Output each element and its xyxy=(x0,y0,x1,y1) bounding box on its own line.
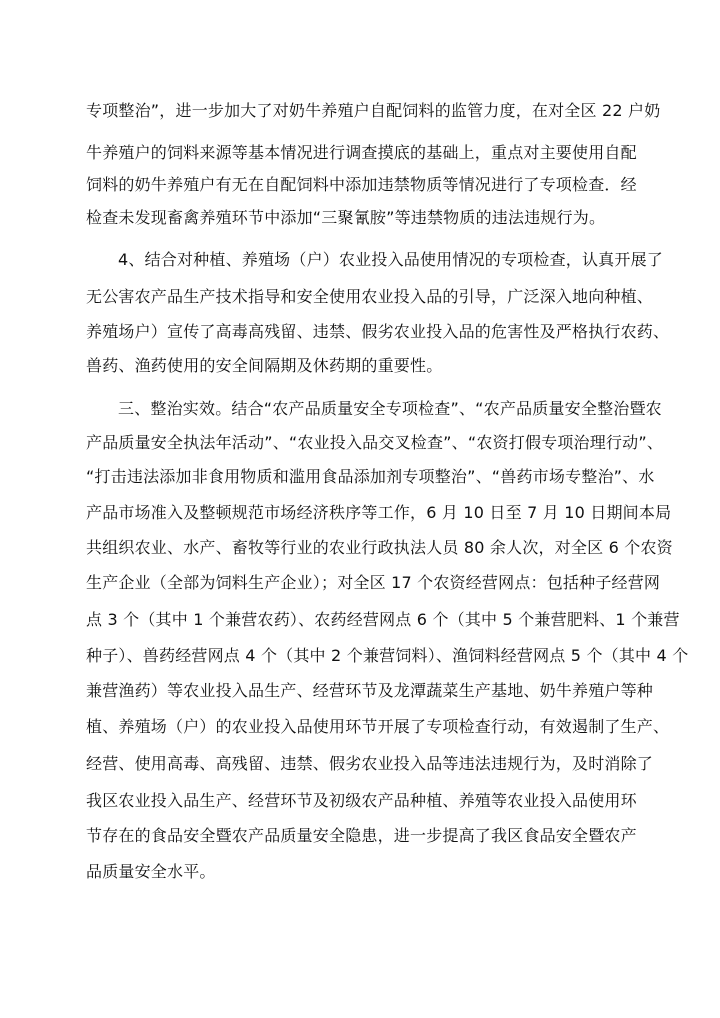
text-line-17: 兼营渔药）等农业投入品生产、经营环节及龙潭蔬菜生产基地、奶牛养殖户等种 xyxy=(86,681,654,700)
text-line-15: 点 3 个（其中 1 个兼营农药）、农药经营网点 6 个（其中 5 个兼营肥料、1 个兼营 xyxy=(86,610,680,629)
text-line-11: “打击违法添加非食用物质和滥用食品添加剂专项整治”、“兽药市场专整治”、水 xyxy=(86,467,655,486)
text-line-10: 产品质量安全执法年活动”、“农业投入品交叉检查”、“农资打假专项治理行动”、 xyxy=(86,433,664,452)
text-line-4: 检查未发现畜禽养殖环节中添加“三聚氰胺”等违禁物质的违法违规行为。 xyxy=(86,208,606,227)
text-line-8: 兽药、渔药使用的安全间隔期及休药期的重要性。 xyxy=(86,356,443,375)
text-line-5: 4、结合对种植、养殖场（户）农业投入品使用情况的专项检查，认真开展了 xyxy=(118,250,663,269)
text-line-2: 牛养殖户的饲料来源等基本情况进行调查摸底的基础上，重点对主要使用自配 xyxy=(86,143,637,162)
text-line-19: 经营、使用高毒、高残留、违禁、假劣农业投入品等违法违规行为，及时消除了 xyxy=(86,754,654,773)
text-line-12: 产品市场准入及整顿规范市场经济秩序等工作，6 月 10 日至 7 月 10 日期间本局 xyxy=(86,503,672,522)
text-line-9: 三、整治实效。结合“农产品质量安全专项检查”、“农产品质量安全整治暨农 xyxy=(118,399,662,418)
text-line-3: 饲料的奶牛养殖户有无在自配饲料中添加违禁物质等情况进行了专项检查．经 xyxy=(86,175,637,194)
text-line-14: 生产企业（全部为饲料生产企业）；对全区 17 个农资经营网点：包括种子经营网 xyxy=(86,573,661,592)
text-line-18: 植、养殖场（户）的农业投入品使用环节开展了专项检查行动，有效遏制了生产、 xyxy=(86,717,670,736)
text-line-6: 无公害农产品生产技术指导和安全使用农业投入品的引导，广泛深入地向种植、 xyxy=(86,287,654,306)
text-line-7: 养殖场户）宣传了高毒高残留、违禁、假劣农业投入品的危害性及严格执行农药、 xyxy=(86,322,670,341)
text-line-16: 种子）、兽药经营网点 4 个（其中 2 个兼营饲料）、渔饲料经营网点 5 个（其中 4 个 xyxy=(86,646,689,665)
text-line-13: 共组织农业、水产、畜牧等行业的农业行政执法人员 80 余人次，对全区 6 个农资 xyxy=(86,538,673,557)
text-line-21: 节存在的食品安全暨农产品质量安全隐患，进一步提高了我区食品安全暨农产 xyxy=(86,826,637,845)
text-line-22: 品质量安全水平。 xyxy=(86,862,216,881)
text-line-1: 专项整治”，进一步加大了对奶牛养殖户自配饲料的监管力度，在对全区 22 户奶 xyxy=(86,101,661,120)
text-line-20: 我区农业投入品生产、经营环节及初级农产品种植、养殖等农业投入品使用环 xyxy=(86,791,637,810)
